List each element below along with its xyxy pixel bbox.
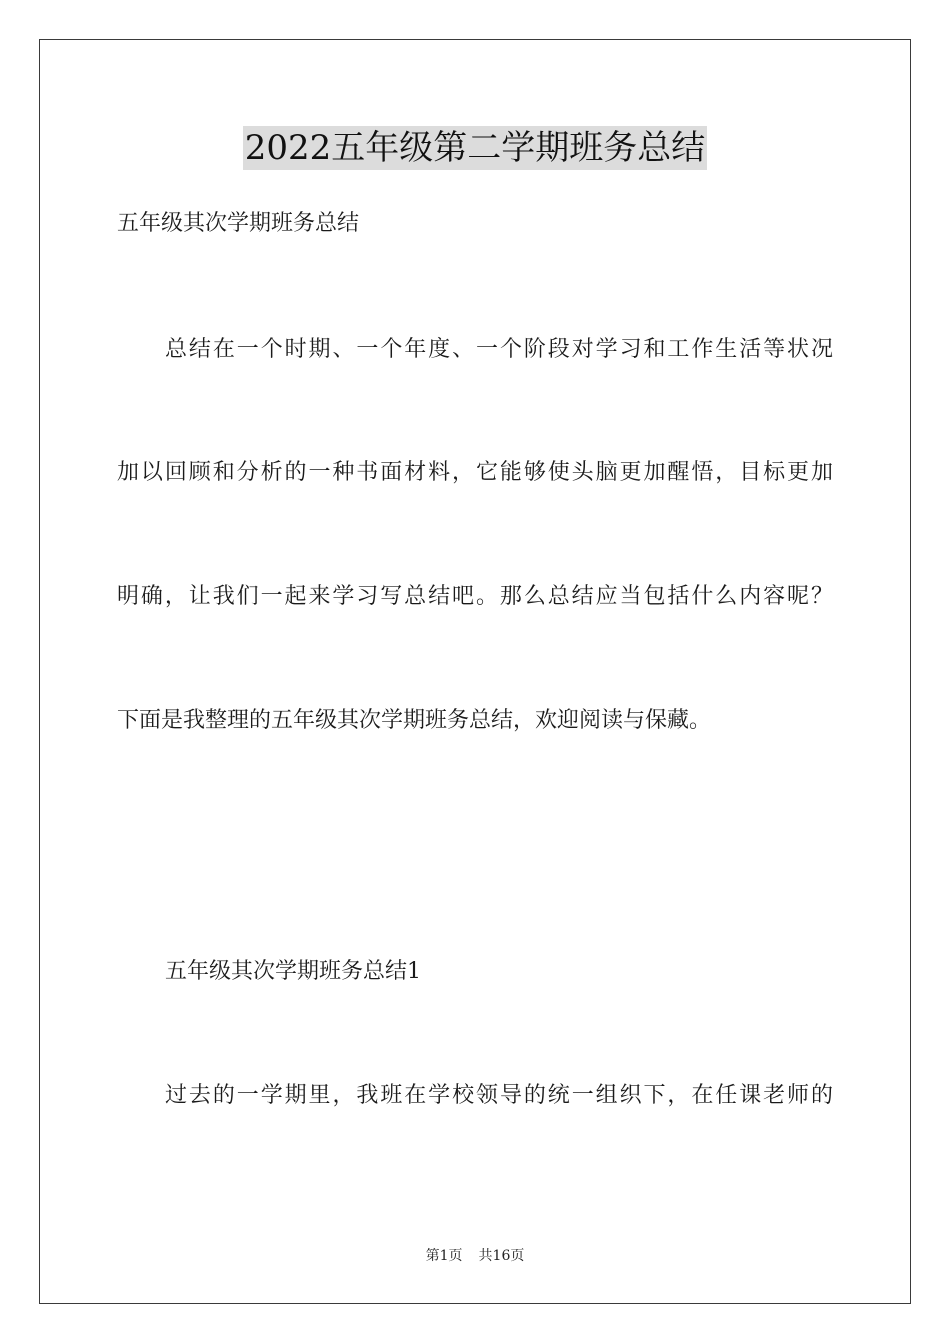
page-number-total: 共16页 [478, 1248, 525, 1264]
intro-line-2 [117, 458, 833, 488]
intro-line-2-text: 加以回顾和分析的一种书面材料，它能够使头脑更加醒悟，目标更加 [117, 460, 833, 485]
intro-line-3-text: 明确，让我们一起来学习写总结吧。那么总结应当包括什么内容呢？ [117, 584, 833, 609]
document-subtitle: 五年级其次学期班务总结 [117, 211, 360, 236]
document-title: 2022五年级第二学期班务总结 [244, 128, 706, 168]
page-number-current: 第1页 [425, 1248, 463, 1264]
intro-line-4: 下面是我整理的五年级其次学期班务总结，欢迎阅读与保藏。 [117, 708, 712, 733]
section-paragraph-line-1-text: 过去的一学期里，我班在学校领导的统一组织下，在任课老师的 [165, 1083, 833, 1108]
section-heading: 五年级其次学期班务总结1 [165, 959, 421, 984]
intro-line-1-text: 总结在一个时期、一个年度、一个阶段对学习和工作生活等状况 [165, 337, 833, 362]
section-paragraph-line-1 [165, 1081, 833, 1111]
intro-line-3 [117, 582, 833, 612]
page-footer [0, 1246, 950, 1266]
title-container [0, 126, 950, 170]
intro-line-1 [165, 335, 833, 365]
